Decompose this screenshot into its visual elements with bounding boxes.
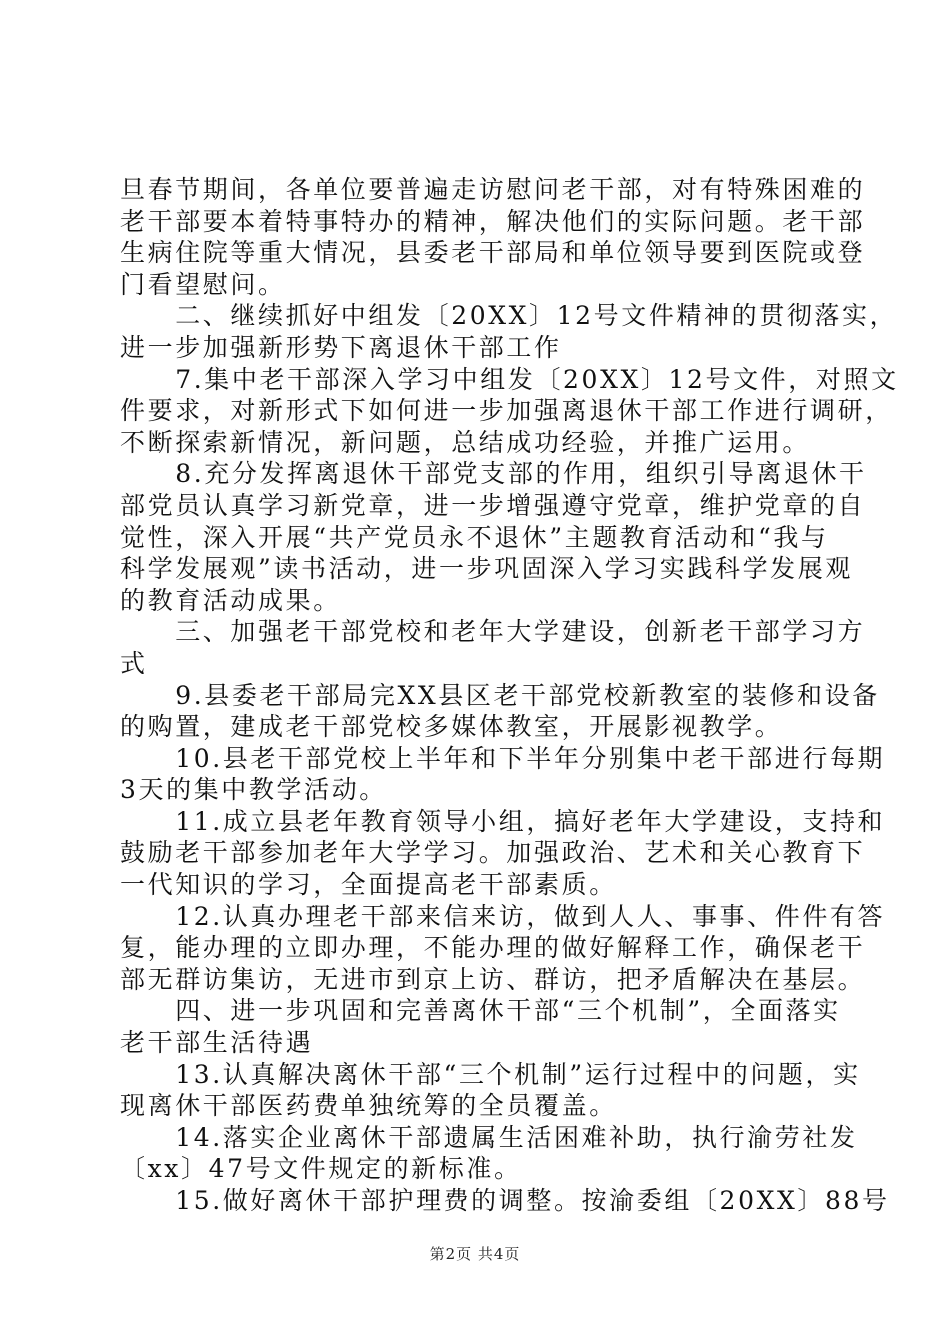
text-line: 13.认真解决离休干部“三个机制”运行过程中的问题，实 bbox=[120, 1059, 861, 1089]
text-line: 生病住院等重大情况，县委老干部局和单位领导要到医院或登 bbox=[120, 238, 866, 268]
text-line: 10.县老干部党校上半年和下半年分别集中老干部进行每期 bbox=[120, 743, 886, 773]
text-line: 14.落实企业离休干部遗属生活困难补助，执行渝劳社发 bbox=[120, 1122, 858, 1152]
text-line: 11.成立县老年教育领导小组，搞好老年大学建设，支持和 bbox=[120, 806, 886, 836]
section-heading-line: 四、进一步巩固和完善离休干部“三个机制”，全面落实 bbox=[120, 996, 841, 1026]
text-line: 鼓励老干部参加老年大学学习。加强政治、艺术和关心教育下 bbox=[120, 838, 866, 868]
text-line: 7.集中老干部深入学习中组发〔20XX〕12号文件，对照文 bbox=[120, 364, 899, 394]
text-line: 的购置，建成老干部党校多媒体教室，开展影视教学。 bbox=[120, 712, 783, 742]
text-line: 〔xx〕47号文件规定的新标准。 bbox=[120, 1154, 522, 1184]
text-line: 科学发展观”读书活动，进一步巩固深入学习实践科学发展观 bbox=[120, 554, 853, 584]
document-body bbox=[120, 174, 899, 1217]
section-heading-line: 老干部生活待遇 bbox=[120, 1028, 314, 1058]
section-heading-line: 三、加强老干部党校和老年大学建设，创新老干部学习方 bbox=[120, 617, 866, 647]
page-number-footer: 第2页 共4页 bbox=[429, 1245, 521, 1263]
text-line: 不断探索新情况，新问题，总结成功经验，并推广运用。 bbox=[120, 427, 811, 457]
text-line: 门看望慰问。 bbox=[120, 269, 286, 299]
text-line: 件要求，对新形式下如何进一步加强离退休干部工作进行调研， bbox=[120, 396, 893, 426]
section-heading-line: 二、继续抓好中组发〔20XX〕12号文件精神的贯彻落实， bbox=[120, 301, 898, 331]
text-line: 15.做好离休干部护理费的调整。按渝委组〔20XX〕88号 bbox=[120, 1186, 890, 1215]
section-heading-line: 式 bbox=[120, 648, 148, 678]
text-line: 复，能办理的立即办理，不能办理的做好解释工作，确保老干 bbox=[120, 933, 866, 963]
text-line: 旦春节期间，各单位要普遍走访慰问老干部，对有特殊困难的 bbox=[120, 175, 866, 204]
text-line: 老干部要本着特事特办的精神，解决他们的实际问题。老干部 bbox=[120, 206, 866, 236]
text-line: 8.充分发挥离退休干部党支部的作用，组织引导离退休干 bbox=[120, 459, 867, 489]
text-line: 觉性，深入开展“共产党员永不退休”主题教育活动和“我与 bbox=[120, 522, 829, 552]
text-line: 12.认真办理老干部来信来访，做到人人、事事、件件有答 bbox=[120, 901, 886, 931]
text-line: 部党员认真学习新党章，进一步增强遵守党章，维护党章的自 bbox=[120, 490, 866, 520]
section-heading-line: 进一步加强新形势下离退休干部工作 bbox=[120, 332, 562, 362]
text-line: 部无群访集访，无进市到京上访、群访，把矛盾解决在基层。 bbox=[120, 964, 866, 994]
text-line: 一代知识的学习，全面提高老干部素质。 bbox=[120, 870, 617, 900]
text-line: 现离休干部医药费单独统筹的全员覆盖。 bbox=[120, 1091, 617, 1121]
text-line: 3天的集中教学活动。 bbox=[120, 775, 387, 805]
text-line: 的教育活动成果。 bbox=[120, 585, 341, 615]
text-line: 9.县委老干部局完XX县区老干部党校新教室的装修和设备 bbox=[120, 680, 880, 710]
